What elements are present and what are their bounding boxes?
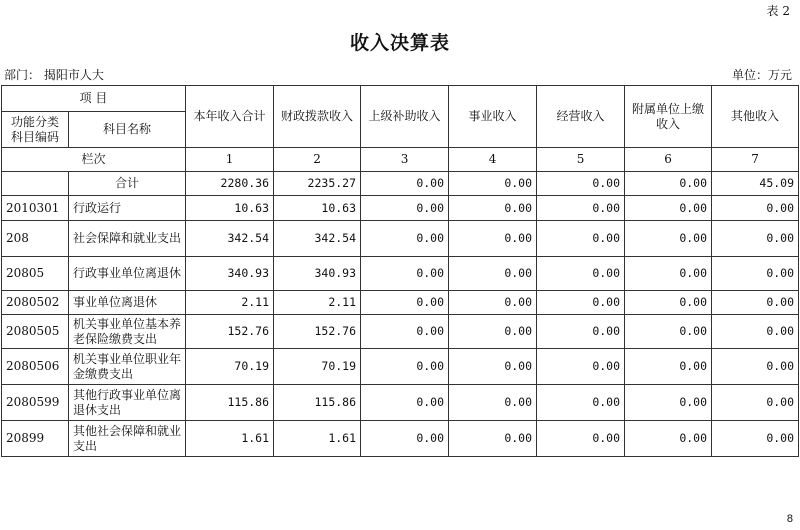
index-row	[2, 148, 799, 172]
amount-cell: 0.00	[361, 349, 449, 385]
amount-cell: 1.61	[186, 421, 274, 457]
operating-income-header: 经营收入	[537, 86, 625, 148]
item-header: 项 目	[2, 86, 186, 112]
index-cell: 7	[712, 148, 799, 172]
function-code-cell: 2080599	[2, 385, 69, 421]
total-cell: 0.00	[449, 172, 537, 196]
table-row	[2, 221, 799, 257]
fiscal-income-header: 财政拨款收入	[274, 86, 361, 148]
amount-cell: 0.00	[625, 196, 712, 221]
total-cell: 2280.36	[186, 172, 274, 196]
amount-cell: 0.00	[449, 385, 537, 421]
amount-cell: 115.86	[186, 385, 274, 421]
amount-cell: 0.00	[449, 315, 537, 349]
amount-cell: 0.00	[625, 315, 712, 349]
amount-cell: 0.00	[537, 385, 625, 421]
income-table	[1, 85, 799, 457]
table-row	[2, 291, 799, 315]
function-code-cell: 20805	[2, 257, 69, 291]
amount-cell: 2.11	[186, 291, 274, 315]
amount-cell: 115.86	[274, 385, 361, 421]
index-cell: 2	[274, 148, 361, 172]
amount-cell: 0.00	[537, 291, 625, 315]
business-income-header: 事业收入	[449, 86, 537, 148]
amount-cell: 10.63	[274, 196, 361, 221]
subject-name-cell: 其他社会保障和就业支出	[69, 421, 186, 457]
subject-name-cell: 行政运行	[69, 196, 186, 221]
amount-cell: 0.00	[449, 421, 537, 457]
table-row	[2, 315, 799, 349]
index-cell: 3	[361, 148, 449, 172]
table-row	[2, 421, 799, 457]
subject-name-header: 科目名称	[69, 112, 186, 148]
function-code-cell: 2080502	[2, 291, 69, 315]
amount-cell: 0.00	[712, 291, 799, 315]
table-number: 表 2	[766, 4, 790, 18]
amount-cell: 0.00	[449, 196, 537, 221]
amount-cell: 0.00	[625, 257, 712, 291]
amount-cell: 0.00	[537, 196, 625, 221]
amount-cell: 342.54	[274, 221, 361, 257]
function-code-cell: 208	[2, 221, 69, 257]
amount-cell: 0.00	[712, 221, 799, 257]
amount-cell: 0.00	[537, 257, 625, 291]
page-number: 8	[786, 513, 793, 525]
table-row	[2, 385, 799, 421]
table-row	[2, 257, 799, 291]
unit-label: 单位：万元	[731, 68, 792, 82]
amount-cell: 0.00	[361, 315, 449, 349]
total-cell: 2235.27	[274, 172, 361, 196]
amount-cell: 0.00	[537, 221, 625, 257]
amount-cell: 0.00	[625, 291, 712, 315]
subject-name-cell: 行政事业单位离退休	[69, 257, 186, 291]
index-cell: 4	[449, 148, 537, 172]
amount-cell: 0.00	[361, 221, 449, 257]
total-cell: 0.00	[361, 172, 449, 196]
total-cell: 0.00	[625, 172, 712, 196]
amount-cell: 0.00	[537, 421, 625, 457]
subsidy-income-header: 上级补助收入	[361, 86, 449, 148]
amount-cell: 342.54	[186, 221, 274, 257]
amount-cell: 1.61	[274, 421, 361, 457]
amount-cell: 340.93	[186, 257, 274, 291]
amount-cell: 0.00	[537, 315, 625, 349]
index-cell: 5	[537, 148, 625, 172]
amount-cell: 0.00	[449, 291, 537, 315]
total-income-header: 本年收入合计	[186, 86, 274, 148]
amount-cell: 0.00	[361, 257, 449, 291]
amount-cell: 0.00	[361, 196, 449, 221]
amount-cell: 0.00	[712, 315, 799, 349]
amount-cell: 0.00	[625, 421, 712, 457]
subject-name-cell: 机关事业单位职业年金缴费支出	[69, 349, 186, 385]
subject-name-cell: 事业单位离退休	[69, 291, 186, 315]
index-cell: 1	[186, 148, 274, 172]
amount-cell: 0.00	[537, 349, 625, 385]
amount-cell: 10.63	[186, 196, 274, 221]
amount-cell: 0.00	[449, 349, 537, 385]
amount-cell: 0.00	[712, 349, 799, 385]
amount-cell: 70.19	[186, 349, 274, 385]
page-title: 收入决算表	[349, 32, 450, 54]
total-cell: 45.09	[712, 172, 799, 196]
amount-cell: 2.11	[274, 291, 361, 315]
amount-cell: 340.93	[274, 257, 361, 291]
amount-cell: 0.00	[449, 257, 537, 291]
function-code-header: 功能分类 科目编码	[2, 112, 69, 148]
table-row	[2, 349, 799, 385]
amount-cell: 0.00	[449, 221, 537, 257]
amount-cell: 70.19	[274, 349, 361, 385]
table-row	[2, 196, 799, 221]
amount-cell: 0.00	[361, 421, 449, 457]
index-cell: 6	[625, 148, 712, 172]
total-cell: 0.00	[537, 172, 625, 196]
total-row	[2, 172, 799, 196]
function-code-cell: 20899	[2, 421, 69, 457]
amount-cell: 152.76	[274, 315, 361, 349]
amount-cell: 0.00	[361, 291, 449, 315]
subject-name-cell: 机关事业单位基本养老保险缴费支出	[69, 315, 186, 349]
other-income-header: 其他收入	[712, 86, 799, 148]
affiliated-income-header: 附属单位上缴收入	[625, 86, 712, 148]
department-label: 部门： 揭阳市人大	[4, 68, 104, 82]
total-label: 合计	[69, 172, 186, 196]
amount-cell: 0.00	[361, 385, 449, 421]
index-label: 栏次	[2, 148, 186, 172]
amount-cell: 0.00	[712, 385, 799, 421]
amount-cell: 0.00	[712, 421, 799, 457]
amount-cell: 0.00	[625, 221, 712, 257]
subject-name-cell: 其他行政事业单位离退休支出	[69, 385, 186, 421]
amount-cell: 0.00	[712, 196, 799, 221]
function-code-cell: 2080506	[2, 349, 69, 385]
amount-cell: 0.00	[712, 257, 799, 291]
function-code-cell: 2080505	[2, 315, 69, 349]
amount-cell: 152.76	[186, 315, 274, 349]
function-code-cell: 2010301	[2, 196, 69, 221]
amount-cell: 0.00	[625, 385, 712, 421]
subject-name-cell: 社会保障和就业支出	[69, 221, 186, 257]
amount-cell: 0.00	[625, 349, 712, 385]
